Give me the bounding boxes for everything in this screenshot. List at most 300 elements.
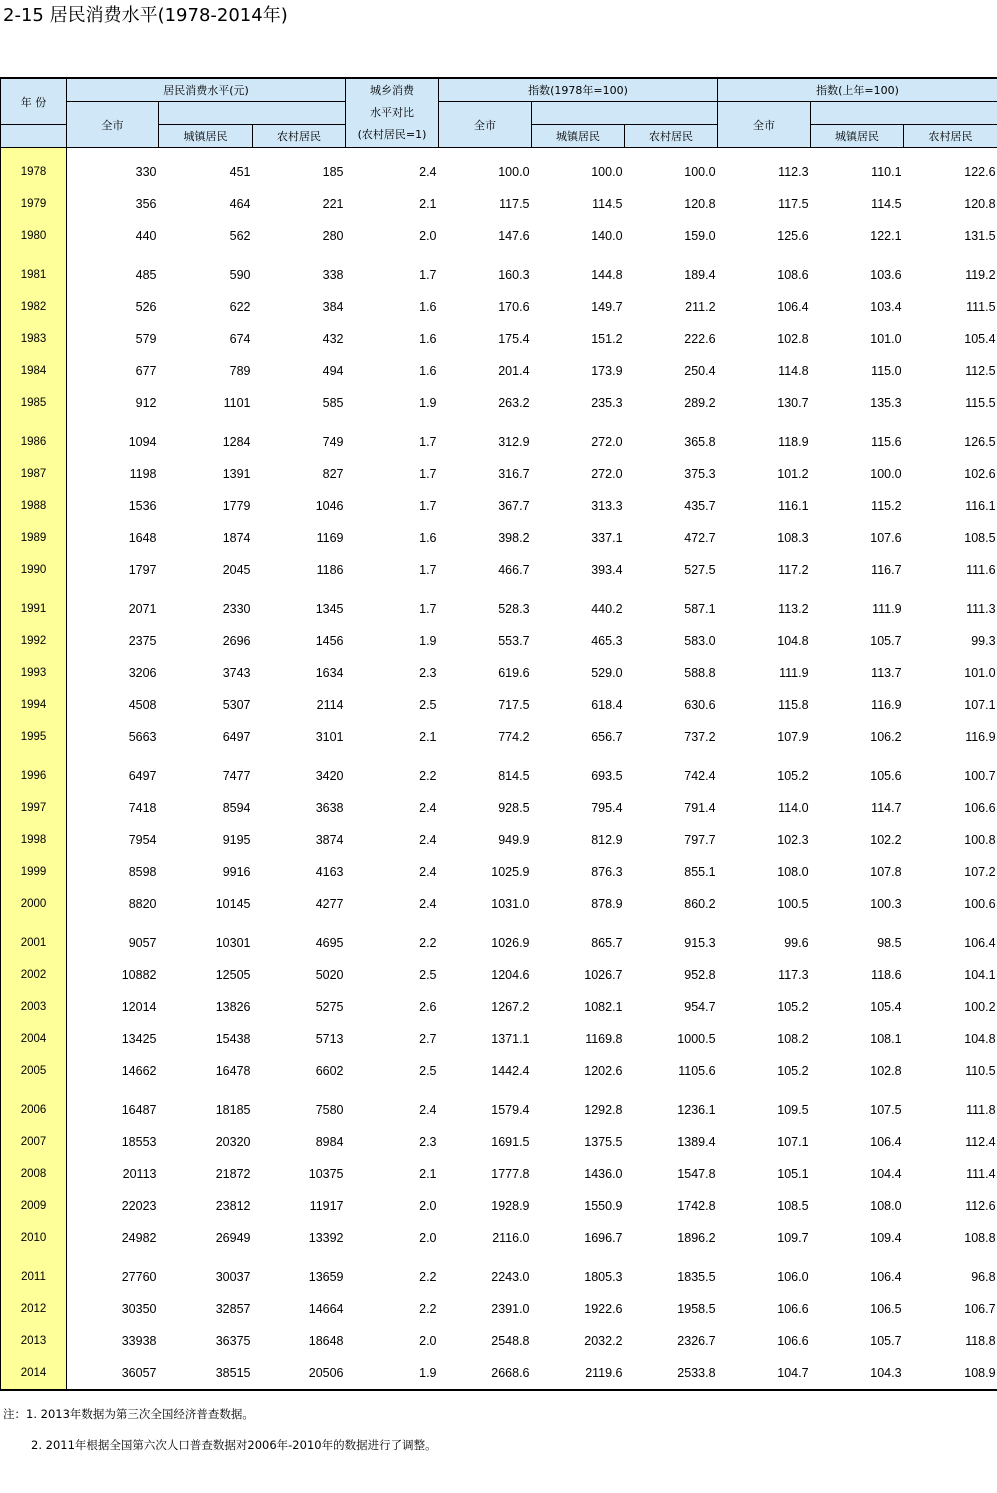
- cell-year: 2007: [1, 1126, 67, 1158]
- cell-level-rural: 7580: [315, 1103, 344, 1117]
- cell-idx1978-rural: 472.7: [684, 531, 716, 545]
- cell-level-all: 2375: [128, 634, 157, 648]
- cell-level-rural: 827: [322, 467, 344, 481]
- cell-idxprev-rural: 104.8: [964, 1032, 996, 1046]
- cell-idxprev-rural: 101.0: [964, 666, 996, 680]
- cell-level-rural: 494: [322, 364, 344, 378]
- cell-level-urban: 20320: [215, 1135, 251, 1149]
- cell-idxprev-rural: 115.5: [965, 396, 996, 410]
- cell-idx1978-urban: 173.9: [591, 364, 623, 378]
- table-row: [1, 888, 997, 920]
- cell-idxprev-rural: 119.2: [965, 268, 996, 282]
- table-row: [1, 753, 997, 792]
- cell-year: 1990: [1, 554, 67, 586]
- cell-idxprev-urban: 104.3: [811, 1357, 904, 1390]
- cell-level-rural: 4163: [315, 865, 344, 879]
- cell-year: 2003: [1, 991, 67, 1023]
- cell-level-all: 8820: [128, 897, 157, 911]
- cell-year: 1985: [1, 387, 67, 419]
- cell-idx1978-rural: 860.2: [684, 897, 716, 911]
- cell-idx1978-rural: 630.6: [684, 698, 716, 712]
- cell-idx1978-rural: 588.8: [684, 666, 716, 680]
- cell-level-rural: 1186: [316, 563, 344, 577]
- header-level-spacer: [159, 102, 253, 125]
- cell-idxprev-rural: 100.6: [964, 897, 996, 911]
- header-idxprev-rural: 农村居民: [904, 125, 997, 148]
- cell-idx1978-all: 1204.6: [491, 968, 530, 982]
- cell-idxprev-all: 106.6: [777, 1334, 809, 1348]
- cell-ratio: 2.4: [419, 833, 437, 847]
- cell-idxprev-rural: 108.8: [964, 1231, 996, 1245]
- table-row: [1, 1222, 997, 1254]
- cell-level-rural: 585: [322, 396, 344, 410]
- cell-idx1978-urban: 1292.8: [584, 1103, 623, 1117]
- cell-idxprev-urban: 111.9: [872, 602, 902, 616]
- cell-idxprev-all: 104.7: [718, 1357, 811, 1390]
- cell-idxprev-rural: 111.3: [966, 602, 996, 616]
- cell-level-rural: 13659: [308, 1270, 344, 1284]
- cell-idxprev-rural: 106.4: [964, 936, 996, 950]
- cell-idxprev-rural: 105.4: [964, 332, 996, 346]
- table-row: [1, 291, 997, 323]
- cell-year: 1983: [1, 323, 67, 355]
- cell-ratio: 2.3: [419, 1135, 437, 1149]
- cell-level-all: 7418: [128, 801, 157, 815]
- cell-idx1978-urban: 878.9: [591, 897, 623, 911]
- cell-idxprev-urban: 115.2: [871, 499, 902, 513]
- cell-level-urban: 6497: [222, 730, 251, 744]
- cell-idxprev-all: 111.9: [779, 666, 809, 680]
- cell-idxprev-urban: 108.0: [870, 1199, 902, 1213]
- header-level-urban: 城镇居民: [159, 125, 253, 148]
- cell-year: 1994: [1, 689, 67, 721]
- cell-level-urban: 5307: [222, 698, 251, 712]
- cell-level-all: 1094: [128, 435, 157, 449]
- cell-idxprev-all: 109.7: [777, 1231, 809, 1245]
- cell-ratio: 1.9: [419, 396, 437, 410]
- cell-idxprev-urban: 105.7: [870, 1334, 902, 1348]
- cell-idx1978-urban: 1026.7: [584, 968, 623, 982]
- cell-level-urban: 36375: [215, 1334, 251, 1348]
- cell-level-rural: 2114: [316, 698, 344, 712]
- cell-idxprev-urban: 101.0: [870, 332, 902, 346]
- cell-level-all: 912: [135, 396, 157, 410]
- cell-idxprev-urban: 102.8: [870, 1064, 902, 1078]
- cell-idx1978-rural: 1000.5: [677, 1032, 716, 1046]
- table-row: [1, 1055, 997, 1087]
- table-row: [1, 1254, 997, 1293]
- cell-idxprev-all: 100.5: [777, 897, 809, 911]
- cell-idxprev-all: 105.2: [777, 1064, 809, 1078]
- cell-idxprev-all: 109.5: [777, 1103, 809, 1117]
- cell-idx1978-all: 717.5: [498, 698, 530, 712]
- cell-level-urban: 622: [229, 300, 251, 314]
- cell-ratio: 2.7: [419, 1032, 437, 1046]
- cell-level-rural: 1345: [315, 602, 344, 616]
- table-row: [1, 355, 997, 387]
- cell-idx1978-all: 175.4: [498, 332, 530, 346]
- cell-ratio: 2.4: [419, 165, 437, 179]
- cell-ratio: 2.1: [419, 197, 437, 211]
- cell-level-urban: 10301: [215, 936, 251, 950]
- cell-level-rural: 3420: [315, 769, 344, 783]
- cell-idx1978-urban: 235.3: [591, 396, 623, 410]
- cell-idxprev-urban: 107.6: [870, 531, 902, 545]
- table-row: [1, 1087, 997, 1126]
- cell-year: 2011: [1, 1254, 67, 1293]
- cell-level-all: 440: [135, 229, 157, 243]
- cell-idx1978-all: 928.5: [498, 801, 530, 815]
- cell-idx1978-urban: 1805.3: [584, 1270, 623, 1284]
- cell-level-all: 20113: [122, 1167, 157, 1181]
- cell-ratio: 1.6: [419, 531, 437, 545]
- cell-idx1978-urban: 149.7: [591, 300, 623, 314]
- cell-level-all: 485: [135, 268, 157, 282]
- cell-level-rural: 14664: [308, 1302, 344, 1316]
- cell-idx1978-rural: 1547.8: [677, 1167, 716, 1181]
- cell-year: 1995: [1, 721, 67, 753]
- cell-ratio: 2.1: [419, 730, 437, 744]
- cell-idx1978-urban: 1922.6: [584, 1302, 623, 1316]
- cell-idx1978-urban: 865.7: [591, 936, 623, 950]
- cell-ratio: 1.7: [419, 563, 437, 577]
- cell-idxprev-urban: 106.5: [870, 1302, 902, 1316]
- cell-idxprev-urban: 105.7: [870, 634, 902, 648]
- cell-idxprev-urban: 98.5: [877, 936, 902, 950]
- cell-level-rural: 20506: [253, 1357, 346, 1390]
- cell-level-urban: 2330: [222, 602, 251, 616]
- cell-level-all: 16487: [121, 1103, 157, 1117]
- cell-level-rural: 18648: [308, 1334, 344, 1348]
- cell-year: 1980: [1, 220, 67, 252]
- cell-idxprev-urban: 106.4: [870, 1270, 902, 1284]
- cell-idxprev-all: 102.8: [777, 332, 809, 346]
- cell-level-all: 677: [135, 364, 157, 378]
- cell-idxprev-rural: 99.3: [971, 634, 996, 648]
- cell-idx1978-all: 1026.9: [491, 936, 530, 950]
- cell-year: 2006: [1, 1087, 67, 1126]
- cell-idxprev-rural: 106.7: [964, 1302, 996, 1316]
- cell-ratio: 2.0: [419, 1334, 437, 1348]
- table-row: [1, 188, 997, 220]
- cell-idx1978-rural: 1105.6: [678, 1064, 716, 1078]
- cell-level-urban: 590: [229, 268, 251, 282]
- cell-idx1978-urban: 1202.6: [584, 1064, 623, 1078]
- cell-idxprev-all: 113.2: [778, 602, 809, 616]
- cell-idx1978-rural: 375.3: [684, 467, 716, 481]
- header-ratio-line3: (农村居民=1): [357, 128, 427, 141]
- cell-ratio: 2.6: [419, 1000, 437, 1014]
- cell-level-urban: 789: [229, 364, 251, 378]
- cell-idx1978-all: 466.7: [498, 563, 530, 577]
- header-indexprev-group: 指数(上年=100): [718, 78, 997, 102]
- cell-idxprev-rural: 100.8: [964, 833, 996, 847]
- cell-idx1978-all: 949.9: [498, 833, 530, 847]
- cell-idxprev-all: 108.5: [777, 1199, 809, 1213]
- header-year-spacer: [1, 125, 67, 148]
- cell-idxprev-rural: 118.8: [965, 1334, 996, 1348]
- table-row: [1, 920, 997, 959]
- cell-year: 1979: [1, 188, 67, 220]
- cell-level-all: 1797: [128, 563, 157, 577]
- cell-idxprev-rural: 104.1: [964, 968, 996, 982]
- cell-idxprev-rural: 100.7: [964, 769, 996, 783]
- cell-idx1978-rural: 211.2: [685, 300, 716, 314]
- cell-ratio: 1.9: [419, 634, 437, 648]
- cell-year: 1992: [1, 625, 67, 657]
- header-level-group: 居民消费水平(元): [67, 78, 346, 102]
- cell-year: 1978: [1, 148, 67, 189]
- cell-level-rural: 1456: [315, 634, 344, 648]
- header-ratio-line2: 水平对比: [370, 106, 415, 119]
- cell-idx1978-rural: 365.8: [684, 435, 716, 449]
- cell-ratio: 1.7: [419, 467, 437, 481]
- cell-idxprev-urban: 106.2: [870, 730, 902, 744]
- cell-level-urban: 1101: [223, 396, 251, 410]
- header-idx1978-spacer: [532, 102, 625, 125]
- cell-idx1978-rural: 222.6: [684, 332, 716, 346]
- cell-level-all: 14662: [121, 1064, 157, 1078]
- table-row: [1, 522, 997, 554]
- cell-idx1978-urban: 1550.9: [584, 1199, 623, 1213]
- cell-idx1978-all: 2243.0: [491, 1270, 530, 1284]
- cell-idx1978-rural: 527.5: [684, 563, 716, 577]
- cell-idxprev-rural: 106.6: [964, 801, 996, 815]
- cell-idx1978-rural: 1896.2: [677, 1231, 716, 1245]
- cell-idx1978-urban: 618.4: [591, 698, 623, 712]
- cell-idx1978-urban: 1696.7: [584, 1231, 623, 1245]
- table-row: [1, 1293, 997, 1325]
- cell-idxprev-rural: 108.5: [964, 531, 996, 545]
- cell-idx1978-urban: 1082.1: [584, 1000, 623, 1014]
- header-year: 年 份: [1, 78, 67, 125]
- cell-level-all: 579: [135, 332, 157, 346]
- cell-year: 1999: [1, 856, 67, 888]
- cell-idxprev-all: 105.2: [777, 769, 809, 783]
- cell-year: 1984: [1, 355, 67, 387]
- cell-idx1978-all: 201.4: [498, 364, 530, 378]
- cell-ratio: 2.2: [419, 1270, 437, 1284]
- cell-level-rural: 5713: [315, 1032, 344, 1046]
- cell-level-urban: 30037: [215, 1270, 251, 1284]
- header-idx1978-spacer: [625, 102, 718, 125]
- cell-level-rural: 10375: [308, 1167, 344, 1181]
- cell-idxprev-all: 117.3: [778, 968, 809, 982]
- cell-idx1978-urban: 313.3: [591, 499, 623, 513]
- cell-ratio: 1.7: [419, 499, 437, 513]
- cell-idx1978-rural: 289.2: [684, 396, 716, 410]
- cell-year: 1988: [1, 490, 67, 522]
- cell-idxprev-all: 106.6: [777, 1302, 809, 1316]
- cell-idx1978-all: 2116.0: [492, 1231, 530, 1245]
- cell-idx1978-rural: 1958.5: [677, 1302, 716, 1316]
- cell-idx1978-rural: 1835.5: [677, 1270, 716, 1284]
- cell-level-urban: 23812: [215, 1199, 251, 1213]
- table-row: [1, 586, 997, 625]
- cell-year: 1986: [1, 419, 67, 458]
- table-row: [1, 252, 997, 291]
- cell-idx1978-urban: 2032.2: [584, 1334, 623, 1348]
- cell-year: 1989: [1, 522, 67, 554]
- cell-ratio: 2.2: [419, 936, 437, 950]
- cell-idx1978-rural: 915.3: [684, 936, 716, 950]
- cell-year: 2005: [1, 1055, 67, 1087]
- cell-idx1978-rural: 737.2: [684, 730, 716, 744]
- cell-year: 2013: [1, 1325, 67, 1357]
- cell-idxprev-rural: 100.2: [964, 1000, 996, 1014]
- cell-idx1978-urban: 795.4: [591, 801, 623, 815]
- header-index1978-group: 指数(1978年=100): [439, 78, 718, 102]
- table-row: [1, 856, 997, 888]
- cell-level-urban: 32857: [215, 1302, 251, 1316]
- cell-idx1978-all: 1691.5: [491, 1135, 530, 1149]
- cell-idx1978-urban: 140.0: [591, 229, 623, 243]
- cell-level-all: 24982: [121, 1231, 157, 1245]
- cell-idxprev-urban: 102.2: [870, 833, 902, 847]
- cell-level-urban: 2045: [222, 563, 251, 577]
- cell-idxprev-all: 108.6: [777, 268, 809, 282]
- table-row: [1, 148, 997, 189]
- header-idx1978-rural: 农村居民: [625, 125, 718, 148]
- cell-level-urban: 464: [229, 197, 251, 211]
- cell-idx1978-urban: 529.0: [591, 666, 623, 680]
- table-row: [1, 323, 997, 355]
- cell-level-urban: 21872: [215, 1167, 251, 1181]
- consumption-table: [0, 77, 997, 1391]
- cell-year: 2014: [1, 1357, 67, 1390]
- cell-idxprev-all: 118.9: [778, 435, 809, 449]
- cell-level-urban: 7477: [222, 769, 251, 783]
- cell-level-all: 526: [135, 300, 157, 314]
- cell-idx1978-urban: 693.5: [591, 769, 623, 783]
- table-row: [1, 959, 997, 991]
- cell-idxprev-all: 112.3: [778, 165, 809, 179]
- cell-level-urban: 674: [229, 332, 251, 346]
- cell-level-rural: 5275: [315, 1000, 344, 1014]
- cell-idxprev-urban: 105.6: [870, 769, 902, 783]
- cell-idxprev-urban: 118.6: [871, 968, 902, 982]
- header-ratio-line1: 城乡消费: [370, 84, 415, 97]
- cell-year: 1987: [1, 458, 67, 490]
- cell-idx1978-rural: 435.7: [684, 499, 716, 513]
- cell-level-all: 30350: [121, 1302, 157, 1316]
- table-row: [1, 1190, 997, 1222]
- cell-idxprev-all: 114.8: [778, 364, 809, 378]
- cell-level-urban: 38515: [159, 1357, 253, 1390]
- cell-ratio: 1.6: [419, 364, 437, 378]
- cell-idx1978-rural: 250.4: [684, 364, 716, 378]
- cell-idx1978-all: 774.2: [498, 730, 530, 744]
- cell-idxprev-rural: 111.5: [966, 300, 996, 314]
- cell-level-all: 2071: [128, 602, 157, 616]
- cell-idx1978-urban: 876.3: [591, 865, 623, 879]
- table-row: [1, 1158, 997, 1190]
- table-row: [1, 419, 997, 458]
- cell-level-urban: 13826: [215, 1000, 251, 1014]
- cell-level-rural: 1634: [315, 666, 344, 680]
- cell-idx1978-urban: 144.8: [591, 268, 623, 282]
- cell-idxprev-rural: 110.5: [965, 1064, 996, 1078]
- cell-idxprev-rural: 131.5: [964, 229, 996, 243]
- cell-level-urban: 10145: [215, 897, 251, 911]
- header-level-rural: 农村居民: [253, 125, 346, 148]
- cell-idxprev-urban: 116.9: [871, 698, 902, 712]
- cell-idx1978-urban: 440.2: [591, 602, 623, 616]
- cell-idxprev-rural: 96.8: [971, 1270, 996, 1284]
- table-row: [1, 824, 997, 856]
- cell-level-all: 6497: [128, 769, 157, 783]
- cell-year: 1996: [1, 753, 67, 792]
- table-row: [1, 220, 997, 252]
- cell-level-urban: 16478: [215, 1064, 251, 1078]
- cell-idx1978-rural: 100.0: [684, 165, 716, 179]
- cell-idx1978-all: 1579.4: [491, 1103, 530, 1117]
- cell-level-rural: 3874: [315, 833, 344, 847]
- cell-idx1978-all: 1777.8: [491, 1167, 530, 1181]
- cell-idx1978-all: 553.7: [498, 634, 530, 648]
- cell-level-rural: 338: [322, 268, 344, 282]
- cell-level-all: 5663: [128, 730, 157, 744]
- cell-idxprev-urban: 109.4: [870, 1231, 902, 1245]
- cell-idxprev-urban: 104.4: [870, 1167, 902, 1181]
- cell-ratio: 2.5: [419, 698, 437, 712]
- cell-idxprev-rural: 112.5: [965, 364, 996, 378]
- table-row: [1, 792, 997, 824]
- table-row: [1, 1325, 997, 1357]
- cell-level-urban: 8594: [222, 801, 251, 815]
- cell-year: 2008: [1, 1158, 67, 1190]
- cell-idxprev-rural: 107.2: [964, 865, 996, 879]
- cell-idx1978-rural: 1742.8: [677, 1199, 716, 1213]
- cell-idxprev-urban: 107.5: [870, 1103, 902, 1117]
- cell-level-all: 12014: [121, 1000, 157, 1014]
- cell-idxprev-urban: 106.4: [870, 1135, 902, 1149]
- cell-level-urban: 3743: [222, 666, 251, 680]
- cell-level-rural: 432: [322, 332, 344, 346]
- cell-idx1978-rural: 583.0: [684, 634, 716, 648]
- cell-level-urban: 1284: [222, 435, 251, 449]
- cell-idx1978-all: 367.7: [498, 499, 530, 513]
- cell-idx1978-urban: 114.5: [592, 197, 623, 211]
- cell-year: 2012: [1, 1293, 67, 1325]
- cell-level-rural: 6602: [315, 1064, 344, 1078]
- cell-idxprev-all: 104.8: [777, 634, 809, 648]
- cell-idxprev-all: 99.6: [784, 936, 809, 950]
- cell-level-all: 4508: [128, 698, 157, 712]
- cell-ratio: 2.4: [419, 865, 437, 879]
- cell-idxprev-all: 107.9: [777, 730, 809, 744]
- cell-level-urban: 18185: [215, 1103, 251, 1117]
- cell-idxprev-urban: 115.0: [871, 364, 902, 378]
- table-row: [1, 1023, 997, 1055]
- note-1: 注：1. 2013年数据为第三次全国经济普查数据。: [3, 1407, 254, 1421]
- cell-idxprev-all: 130.7: [777, 396, 809, 410]
- cell-level-all: 22023: [121, 1199, 157, 1213]
- cell-level-all: 3206: [128, 666, 157, 680]
- header-idxprev-spacer: [904, 102, 997, 125]
- header-idx1978-urban: 城镇居民: [532, 125, 625, 148]
- cell-idx1978-all: 528.3: [498, 602, 530, 616]
- cell-idx1978-all: 312.9: [498, 435, 530, 449]
- cell-level-all: 10882: [121, 968, 157, 982]
- cell-idxprev-urban: 113.7: [871, 666, 902, 680]
- cell-level-all: 1198: [129, 467, 157, 481]
- cell-idx1978-rural: 1236.1: [677, 1103, 716, 1117]
- cell-idx1978-rural: 189.4: [684, 268, 716, 282]
- cell-year: 1993: [1, 657, 67, 689]
- cell-idx1978-urban: 1375.5: [584, 1135, 623, 1149]
- cell-ratio: 2.2: [419, 769, 437, 783]
